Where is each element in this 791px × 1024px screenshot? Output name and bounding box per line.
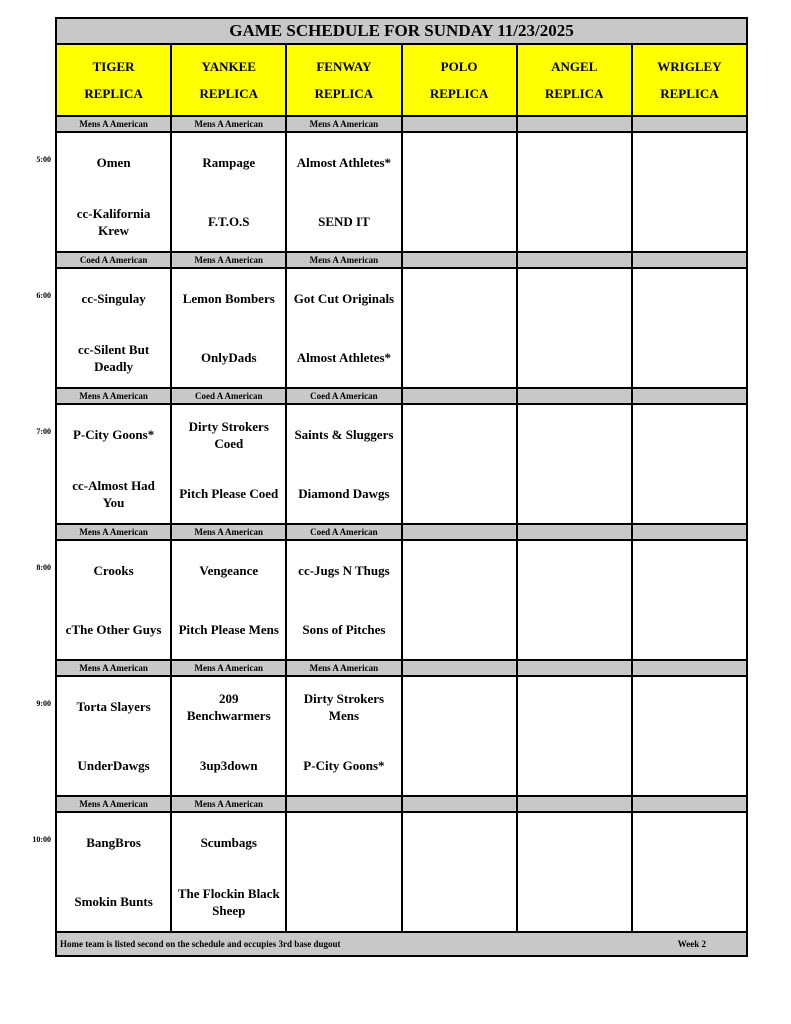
division-label: Mens A American <box>57 797 172 811</box>
away-team <box>403 133 516 192</box>
division-label <box>518 661 633 675</box>
division-label: Coed A American <box>287 525 402 539</box>
away-team <box>287 813 400 872</box>
away-team <box>403 405 516 464</box>
field-header-yankee <box>172 45 287 115</box>
home-team: Diamond Dawgs <box>298 486 390 501</box>
division-label <box>518 797 633 811</box>
away-team: Torta Slayers <box>76 699 151 714</box>
game-cell <box>172 405 287 523</box>
division-row <box>57 117 746 133</box>
home-team <box>287 872 400 931</box>
home-team <box>403 192 516 251</box>
time-slots <box>32 117 746 933</box>
game-cell <box>633 133 746 251</box>
away-team <box>403 269 516 328</box>
division-row <box>57 525 746 541</box>
home-team <box>403 464 516 523</box>
away-team <box>518 813 631 872</box>
division-label: Mens A American <box>287 661 402 675</box>
away-team: Rampage <box>202 155 256 170</box>
game-row-900 <box>36 677 746 797</box>
away-team: Saints & Sluggers <box>294 427 394 442</box>
home-team <box>403 736 516 795</box>
away-team <box>518 541 631 600</box>
game-cell <box>518 677 633 795</box>
away-team: Omen <box>96 155 131 170</box>
field-type: REPLICA <box>199 85 259 101</box>
time-label: 9:00 <box>36 699 51 708</box>
field-header-tiger <box>57 45 172 115</box>
division-label <box>633 525 746 539</box>
game-cell <box>518 133 633 251</box>
home-team <box>633 464 746 523</box>
time-label: 6:00 <box>36 291 51 300</box>
home-team <box>518 872 631 931</box>
division-label: Coed A American <box>172 389 287 403</box>
home-team: UnderDawgs <box>77 758 150 773</box>
away-team: cc-Jugs N Thugs <box>298 563 390 578</box>
field-type: REPLICA <box>429 85 489 101</box>
away-team <box>633 405 746 464</box>
home-team <box>633 192 746 251</box>
division-label <box>403 117 518 131</box>
division-label: Mens A American <box>57 525 172 539</box>
game-cell <box>403 133 518 251</box>
field-name: WRIGLEY <box>657 58 722 74</box>
game-cell <box>518 269 633 387</box>
field-header-wrigley <box>633 45 746 115</box>
field-name: TIGER <box>92 58 135 74</box>
division-label: Mens A American <box>172 253 287 267</box>
division-label: Mens A American <box>57 389 172 403</box>
game-cell <box>287 813 402 931</box>
home-team: cc-Kalifornia Krew <box>76 205 151 238</box>
game-cell <box>287 269 402 387</box>
game-cell <box>172 677 287 795</box>
division-row <box>57 253 746 269</box>
division-label <box>633 661 746 675</box>
time-label: 5:00 <box>36 155 51 164</box>
division-label <box>518 117 633 131</box>
division-label <box>403 661 518 675</box>
game-row-500 <box>36 133 746 253</box>
away-team: Scumbags <box>200 835 257 850</box>
schedule-title: GAME SCHEDULE FOR SUNDAY 11/23/2025 <box>57 19 746 45</box>
division-label: Mens A American <box>57 661 172 675</box>
footer-bar <box>57 933 746 955</box>
field-name: YANKEE <box>201 58 256 74</box>
game-cell <box>172 133 287 251</box>
game-cell <box>518 813 633 931</box>
division-label <box>518 389 633 403</box>
game-row-700 <box>36 405 746 525</box>
field-name: ANGEL <box>551 58 598 74</box>
division-label <box>403 797 518 811</box>
game-cell <box>633 541 746 659</box>
footer-note: Home team is listed second on the schedule and occupies 3rd base dugout <box>60 939 341 949</box>
division-label <box>403 389 518 403</box>
game-cell <box>57 813 172 931</box>
game-cell <box>287 541 402 659</box>
away-team <box>403 541 516 600</box>
division-row <box>57 797 746 813</box>
away-team <box>518 405 631 464</box>
away-team: BangBros <box>86 835 141 850</box>
away-team <box>518 677 631 736</box>
away-team: Almost Athletes* <box>296 155 392 170</box>
division-label: Mens A American <box>172 797 287 811</box>
home-team <box>518 328 631 387</box>
home-team <box>518 600 631 659</box>
home-team: Pitch Please Mens <box>178 622 279 637</box>
home-team <box>403 600 516 659</box>
home-team: Smokin Bunts <box>74 894 153 909</box>
division-label: Mens A American <box>287 117 402 131</box>
division-row <box>57 389 746 405</box>
division-label <box>518 253 633 267</box>
home-team: F.T.O.S <box>207 214 250 229</box>
away-team <box>633 133 746 192</box>
week-label: Week 2 <box>677 939 706 949</box>
home-team <box>633 328 746 387</box>
division-label: Coed A American <box>57 253 172 267</box>
division-label: Mens A American <box>172 117 287 131</box>
division-label: Mens A American <box>287 253 402 267</box>
home-team: P-City Goons* <box>303 758 385 773</box>
field-type: REPLICA <box>84 85 143 101</box>
field-name: FENWAY <box>316 58 372 74</box>
game-cell <box>403 541 518 659</box>
field-type: REPLICA <box>314 85 374 101</box>
home-team: cc-Silent But Deadly <box>78 341 150 374</box>
time-label: 8:00 <box>36 563 51 572</box>
field-type: REPLICA <box>545 85 604 101</box>
away-team: 209 Benchwarmers <box>186 690 271 723</box>
home-team <box>518 464 631 523</box>
away-team <box>633 541 746 600</box>
away-team: Got Cut Originals <box>293 291 395 306</box>
away-team: P-City Goons* <box>72 427 155 442</box>
time-label: 7:00 <box>36 427 51 436</box>
away-team <box>403 813 516 872</box>
division-label <box>287 797 402 811</box>
away-team <box>403 677 516 736</box>
away-team <box>633 269 746 328</box>
division-label <box>403 525 518 539</box>
game-cell <box>633 813 746 931</box>
field-name: POLO <box>440 58 478 74</box>
division-label <box>633 117 746 131</box>
away-team: Dirty Strokers Mens <box>303 690 385 723</box>
game-cell <box>403 677 518 795</box>
game-cell <box>57 269 172 387</box>
game-row-600 <box>36 269 746 389</box>
game-row-800 <box>36 541 746 661</box>
division-label <box>403 253 518 267</box>
game-cell <box>57 405 172 523</box>
game-cell <box>403 269 518 387</box>
home-team <box>403 328 516 387</box>
game-cell <box>287 133 402 251</box>
game-cell <box>403 405 518 523</box>
game-cell <box>287 677 402 795</box>
away-team <box>633 813 746 872</box>
game-cell <box>172 269 287 387</box>
home-team <box>633 600 746 659</box>
division-label: Mens A American <box>57 117 172 131</box>
away-team: Crooks <box>93 563 134 578</box>
field-header-angel <box>518 45 633 115</box>
game-cell <box>518 541 633 659</box>
game-cell <box>287 405 402 523</box>
game-cell <box>633 405 746 523</box>
home-team <box>403 872 516 931</box>
division-label <box>633 389 746 403</box>
home-team: Almost Athletes* <box>296 350 392 365</box>
game-cell <box>172 813 287 931</box>
division-row <box>57 661 746 677</box>
field-header-polo <box>403 45 518 115</box>
home-team <box>518 192 631 251</box>
division-label: Mens A American <box>172 525 287 539</box>
game-cell <box>403 813 518 931</box>
away-team: Dirty Strokers Coed <box>188 418 269 451</box>
time-label: 10:00 <box>32 835 51 844</box>
home-team: Sons of Pitches <box>302 622 386 637</box>
division-label <box>633 253 746 267</box>
game-row-1000 <box>32 813 746 933</box>
game-cell <box>633 269 746 387</box>
game-cell <box>57 133 172 251</box>
game-cell <box>57 541 172 659</box>
home-team <box>633 736 746 795</box>
away-team: Vengeance <box>199 563 259 578</box>
game-cell <box>172 541 287 659</box>
away-team: cc-Singulay <box>81 291 146 306</box>
home-team: The Flockin Black Sheep <box>177 885 280 918</box>
division-label: Mens A American <box>172 661 287 675</box>
game-cell <box>57 677 172 795</box>
schedule-table <box>32 17 748 957</box>
division-label <box>633 797 746 811</box>
field-header-row <box>57 45 746 117</box>
game-cell <box>633 677 746 795</box>
game-cell <box>518 405 633 523</box>
field-header-fenway <box>287 45 402 115</box>
home-team: cc-Almost Had You <box>72 477 155 510</box>
away-team <box>518 133 631 192</box>
home-team <box>518 736 631 795</box>
home-team: OnlyDads <box>200 350 257 365</box>
division-label <box>518 525 633 539</box>
home-team: cThe Other Guys <box>65 622 162 637</box>
home-team: Pitch Please Coed <box>179 486 279 501</box>
home-team: SEND IT <box>318 214 370 229</box>
away-team: Lemon Bombers <box>182 291 275 306</box>
home-team: 3up3down <box>199 758 258 773</box>
away-team <box>633 677 746 736</box>
away-team <box>518 269 631 328</box>
home-team <box>633 872 746 931</box>
division-label: Coed A American <box>287 389 402 403</box>
field-type: REPLICA <box>660 85 719 101</box>
